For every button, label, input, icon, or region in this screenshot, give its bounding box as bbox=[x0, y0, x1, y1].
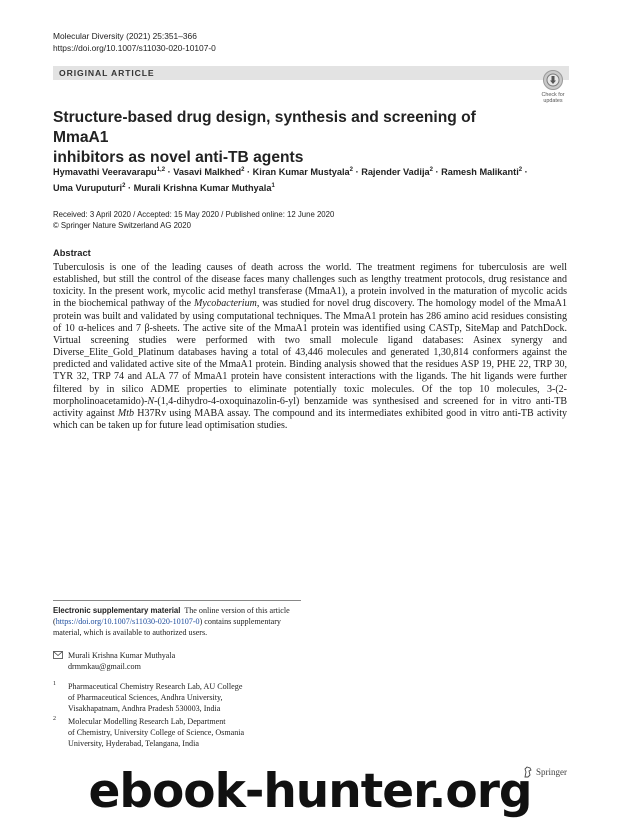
check-updates-icon bbox=[543, 70, 563, 90]
affiliation-line: Visakhapatnam, Andhra Pradesh 530003, India bbox=[68, 704, 221, 713]
abstract-part: Tuberculosis is one of the leading causes of death across the world. The treatment regimens for tuberculosis are well established, but still the control of the disease faces many challenges such as lengthy treatment protocols, drug resistance and toxicity. In the present work, mycolic acid methyl transferase (MmaA1), a protein involved in the maturation of mycolic acids in the biochemical pathway of the bbox=[53, 262, 567, 310]
publication-dates bbox=[53, 209, 334, 231]
abstract-italic: Mycobacterium bbox=[194, 298, 257, 310]
author-affiliation: 2 bbox=[349, 167, 354, 173]
affiliation-number: 1 bbox=[53, 681, 56, 687]
affiliation-line: Pharmaceutical Chemistry Research Lab, AU College bbox=[68, 682, 243, 691]
author-affiliation: 2 bbox=[241, 167, 245, 173]
author-affiliation: 2 bbox=[122, 183, 126, 190]
correspondence-name: Murali Krishna Kumar Muthyala bbox=[68, 651, 176, 660]
author-name[interactable]: Hymavathi Veeravarapu bbox=[53, 167, 157, 178]
affiliation-line: of Chemistry, University College of Science, Osmania bbox=[68, 728, 245, 737]
affiliation-number: 2 bbox=[53, 716, 56, 722]
author-name[interactable]: Rajender Vadija bbox=[361, 167, 430, 178]
check-updates-line1: Check for bbox=[541, 92, 565, 98]
author-name[interactable]: Uma Vuruputuri bbox=[53, 183, 123, 194]
abstract-text bbox=[53, 262, 567, 432]
check-for-updates-badge[interactable] bbox=[536, 70, 570, 104]
esm-text: ) contains supplementary material, which is available to authorized users. bbox=[53, 617, 281, 637]
author-affiliation: 2 bbox=[518, 167, 523, 173]
journal-doi[interactable]: https://doi.org/10.1007/s11030-020-10107-0 bbox=[53, 42, 216, 53]
affiliation-line: Molecular Modelling Research Lab, Department bbox=[68, 717, 226, 726]
author-affiliation: 1 bbox=[271, 183, 275, 190]
title-line-2: inhibitors as novel anti-TB agents bbox=[53, 149, 304, 166]
journal-citation: Molecular Diversity (2021) 25:351–366 bbox=[53, 31, 197, 41]
title-line-1: Structure-based drug design, synthesis and screening of MmaA1 bbox=[53, 109, 476, 146]
author-name[interactable]: Kiran Kumar Mustyala bbox=[252, 167, 350, 178]
footnote-divider bbox=[53, 600, 301, 601]
abstract-part: -(1,4-dihydro-4-oxoquinazolin-6-yl) benzamide was synthesised and screened for in vitro anti-TB activity against bbox=[53, 395, 567, 419]
article-title bbox=[53, 108, 523, 168]
abstract-italic: Mtb bbox=[117, 407, 134, 419]
author-name[interactable]: Vasavi Malkhed bbox=[173, 167, 242, 178]
author-affiliation: 1,2 bbox=[156, 167, 166, 173]
supplementary-note bbox=[53, 605, 303, 638]
affiliation-line: University, Hyderabad, Telangana, India bbox=[68, 739, 199, 748]
copyright-notice: © Springer Nature Switzerland AG 2020 bbox=[53, 221, 191, 230]
correspondence-email[interactable]: drmmkau@gmail.com bbox=[68, 662, 141, 671]
esm-text: The online version of this article ( bbox=[53, 606, 290, 626]
check-updates-line2: updates bbox=[543, 98, 563, 104]
article-type-banner: ORIGINAL ARTICLE bbox=[53, 66, 569, 80]
journal-header bbox=[53, 31, 216, 54]
abstract-heading: Abstract bbox=[53, 248, 91, 258]
watermark: ebook-hunter.org bbox=[88, 764, 532, 819]
author-list: Hymavathi Veeravarapu$^{1,2}$ · Vasavi Malkhed$^2$ · Kiran Kumar Mustyala$^2$ · Rajender Vadija$^2$ · Ramesh Malikanti$^2$ · Uma Vuruputuri$^2$ · Murali Krishna Kumar Muthyala$^1$ bbox=[53, 167, 528, 194]
abstract-part: , was studied for novel drug discovery. The homology model of the MmaA1 protein was built and validated by using computational techniques. The MmaA1 protein has 286 amino acid residues consisting of 10 α-helices and 7 β-sheets. The active site of the MmaA1 protein was identified using CASTp, SiteMap and PatchDock. Virtual screening studies were performed with two small molecule ligand databases: Asinex synergy and Diverse_Elite_Gold_Platinum databases having a total of 43,446 molecules and generated 1,30,814 conformers against the predicted and validated active site of the MmaA1 protein. Binding analysis showed that the residues ASP 19, PHE 22, TRP 30, TYR 32, TRP 74 and ALA 77 of MmaA1 protein have consistent interactions with the ligands. The hit ligands were further filtered by in silico ADME properties to eliminate potentially toxic molecules. Of the top 10 molecules, 3-(2-morpholinoacetamido)- bbox=[53, 298, 567, 407]
author-affiliation: 2 bbox=[429, 167, 433, 173]
publication-history: Received: 3 April 2020 / Accepted: 15 May 2020 / Published online: 12 June 2020 bbox=[53, 210, 335, 219]
abstract-part: H37Rv using MABA assay. The compound and its intermediates exhibited good in vitro anti-TB activity which can be taken up for future lead optimisation studies. bbox=[53, 407, 567, 432]
author-name[interactable]: Ramesh Malikanti bbox=[441, 167, 519, 178]
affiliation-line: of Pharmaceutical Sciences, Andhra University, bbox=[68, 693, 223, 702]
author-name[interactable]: Murali Krishna Kumar Muthyala bbox=[133, 183, 272, 194]
envelope-icon bbox=[53, 651, 63, 659]
publisher-name: Springer bbox=[536, 767, 567, 777]
esm-label: Electronic supplementary material bbox=[53, 606, 181, 615]
esm-link[interactable]: https://doi.org/10.1007/s11030-020-10107-0 bbox=[55, 617, 200, 626]
abstract-italic: N bbox=[147, 395, 155, 407]
